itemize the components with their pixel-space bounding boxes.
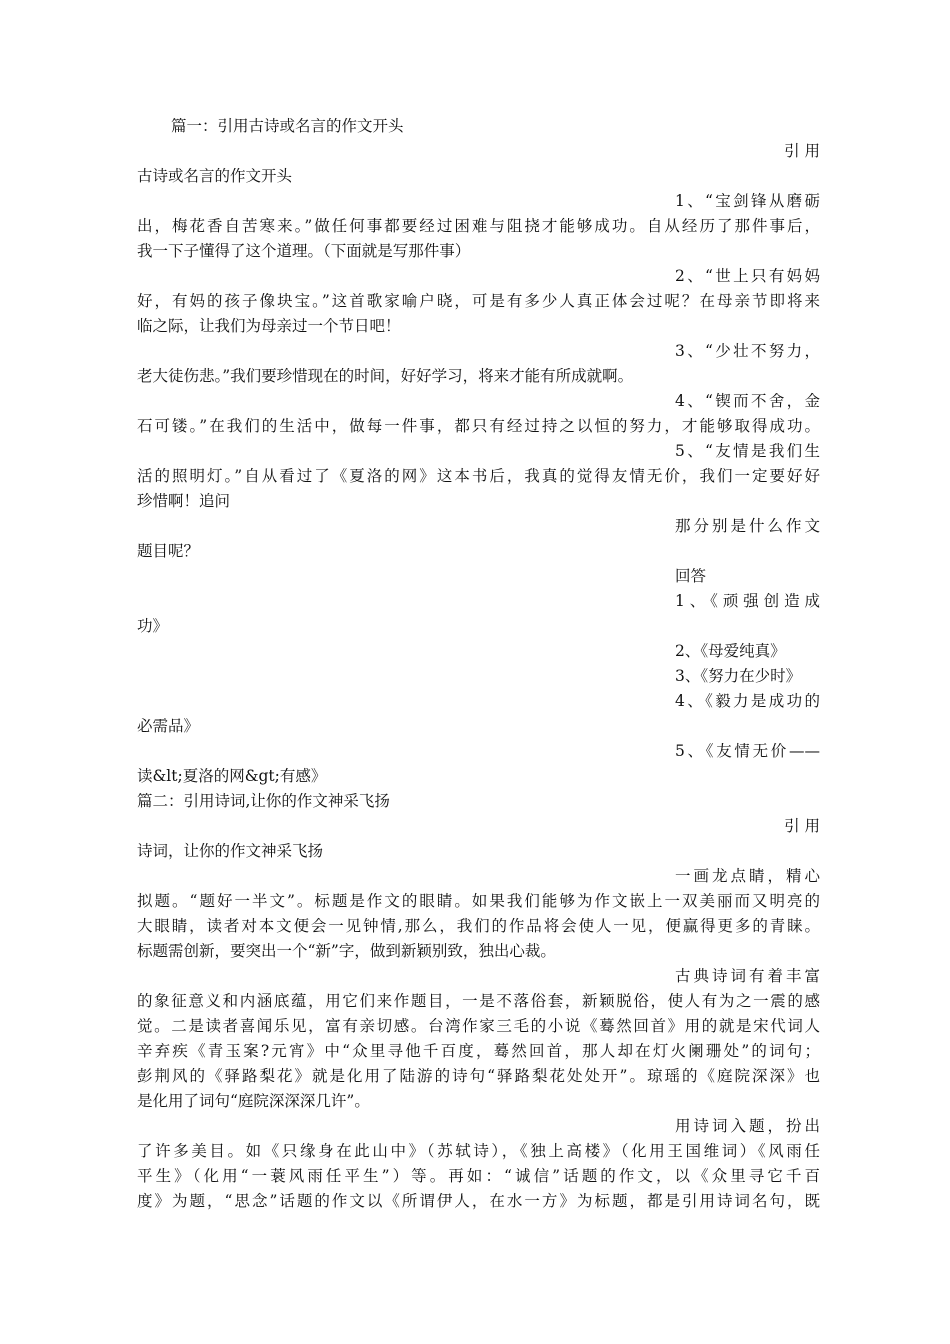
text-line: 辛弃疾《青玉案?元宵》中“众里寻他千百度，蓦然回首，那人却在灯火阑珊处”的词句； — [137, 1042, 820, 1060]
text-line: 拟题。“题好一半文”。标题是作文的眼睛。如果我们能够为作文嵌上一双美丽而又明亮的 — [137, 892, 820, 910]
text-line: 的象征意义和内涵底蕴，用它们来作题目，一是不落俗套，新颖脱俗，使人有为之一震的感 — [137, 992, 820, 1010]
text-line: 我一下子懂得了这个道理。（下面就是写那件事） — [137, 242, 471, 260]
text-line: 觉。二是读者喜闻乐见，富有亲切感。台湾作家三毛的小说《蓦然回首》用的就是宋代词人 — [137, 1017, 820, 1035]
text-line: 临之际，让我们为母亲过一个节日吧！ — [137, 317, 401, 335]
section-heading: 篇一：引用古诗或名言的作文开头 — [171, 117, 404, 135]
text-line: 大眼睛，读者对本文便会一见钟情,那么，我们的作品将会使人一见，便赢得更多的青睐。 — [137, 917, 820, 935]
text-line: 了许多美目。如《只缘身在此山中》（苏轼诗），《独上高楼》（化用王国维词）《风雨任 — [137, 1142, 820, 1160]
text-line: 用诗词入题，扮出 — [675, 1117, 820, 1135]
text-line: 是化用了词句“庭院深深深几许”。 — [137, 1092, 370, 1110]
text-line: 回答 — [675, 567, 707, 585]
text-line: 4、《毅力是成功的 — [675, 692, 820, 710]
text-line: 石可镂。”在我们的生活中，做每一件事，都只有经过持之以恒的努力，才能够取得成功。 — [137, 417, 820, 435]
text-line: 读&lt;夏洛的网&gt;有感》 — [137, 767, 327, 785]
text-line: 引 用 — [784, 142, 820, 160]
text-line: 2、“世上只有妈妈 — [675, 267, 820, 285]
text-line: 4、“锲而不舍，金 — [675, 392, 820, 410]
text-line: 出，梅花香自苦寒来。”做任何事都要经过困难与阻挠才能够成功。自从经历了那件事后， — [137, 217, 820, 235]
text-line: 3、《努力在少时》 — [675, 667, 802, 685]
text-line: 1、“宝剑锋从磨砺 — [675, 192, 820, 210]
text-line: 标题需创新，要突出一个“新”字，做到新颖别致，独出心裁。 — [137, 942, 556, 960]
text-line: 彭荆风的《驿路梨花》就是化用了陆游的诗句“驿路梨花处处开”。琼瑶的《庭院深深》也 — [137, 1067, 820, 1085]
text-line: 平生》（化用“一蓑风雨任平生”）等。再如：“诚信”话题的作文，以《众里寻它千百 — [137, 1167, 820, 1185]
text-line: 古诗或名言的作文开头 — [137, 167, 293, 185]
text-line: 那分别是什么作文 — [675, 517, 820, 535]
text-line: 3、“少壮不努力， — [675, 342, 820, 360]
text-line: 必需品》 — [137, 717, 200, 735]
text-line: 5、《友情无价—— — [675, 742, 820, 760]
text-line: 古典诗词有着丰富 — [675, 967, 820, 985]
text-line: 功》 — [137, 617, 169, 635]
text-line: 度》为题，“思念”话题的作文以《所谓伊人，在水一方》为标题，都是引用诗词名句，既 — [137, 1192, 820, 1210]
text-line: 题目呢？ — [137, 542, 200, 560]
text-line: 活的照明灯。”自从看过了《夏洛的网》这本书后，我真的觉得友情无价，我们一定要好好 — [137, 467, 820, 485]
text-line: 好，有妈的孩子像块宝。”这首歌家喻户晓，可是有多少人真正体会过呢？在母亲节即将来 — [137, 292, 820, 310]
text-line: 1、《顽强创造成 — [675, 592, 820, 610]
text-line: 珍惜啊！追问 — [137, 492, 231, 510]
text-line: 2、《母爱纯真》 — [675, 642, 786, 660]
text-line: 5、“友情是我们生 — [675, 442, 820, 460]
section-heading: 篇二：引用诗词,让你的作文神采飞扬 — [137, 792, 390, 810]
text-line: 引 用 — [784, 817, 820, 835]
text-line: 诗词，让你的作文神采飞扬 — [137, 842, 324, 860]
text-line: 一画龙点睛，精心 — [675, 867, 820, 885]
text-line: 老大徒伤悲。”我们要珍惜现在的时间，好好学习，将来才能有所成就啊。 — [137, 367, 634, 385]
